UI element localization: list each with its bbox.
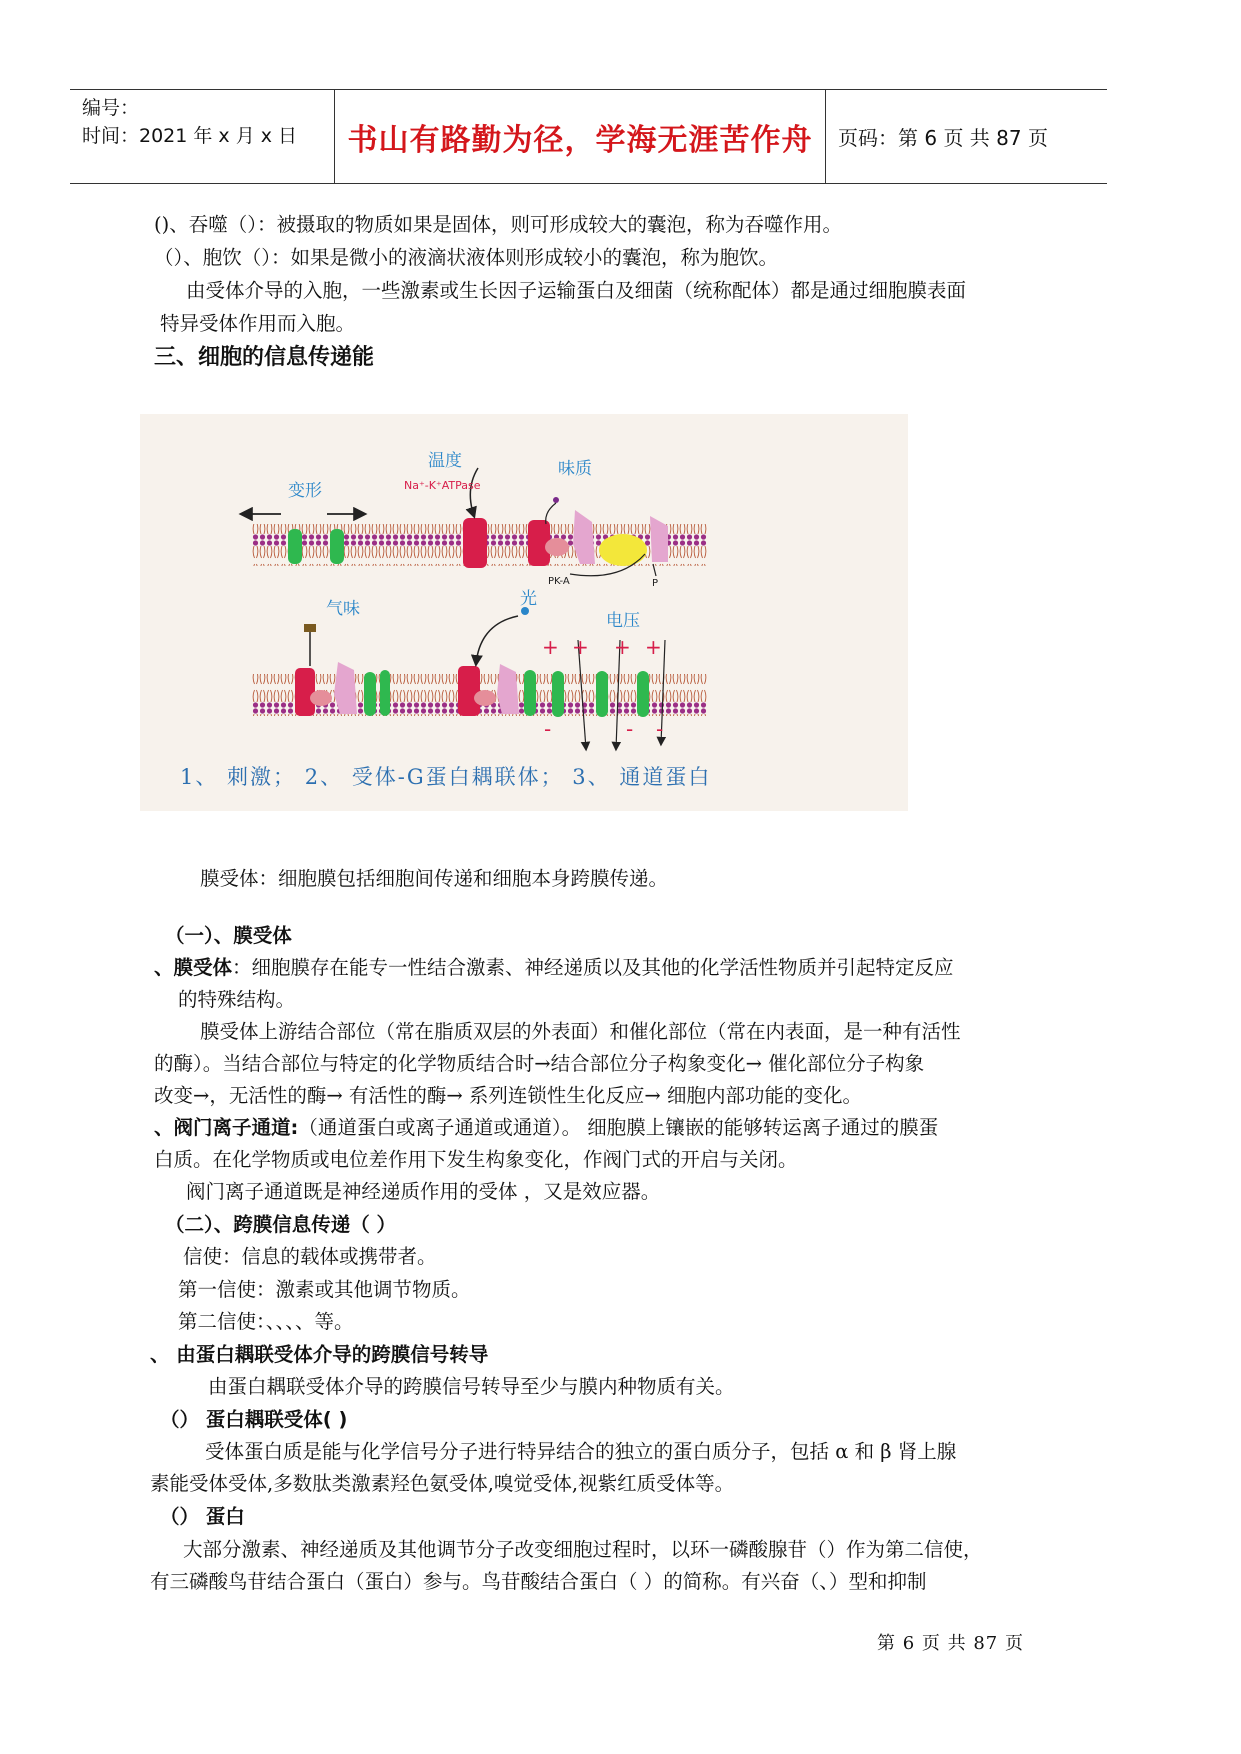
label-temperature: 温度 [428,451,462,471]
membrane-receptor-intro: 膜受体：细胞膜包括细胞间传递和细胞本身跨膜传递。 [200,867,669,890]
page-header [70,89,1107,184]
signal-transduction-figure [140,414,908,811]
svg-text:-: - [656,717,664,741]
time-line: 时间：2021 年 x 月 x 日 [82,125,298,147]
voltage-channel [542,635,665,749]
motto-text: 书山有路勤为径，学海无涯苦作舟 [347,122,813,158]
para-membrane-receptor-cont: 的特殊结构。 [178,988,296,1011]
heading-g-protein: （） 蛋白 [160,1505,245,1528]
label-deform: 变形 [288,481,322,501]
para-pinocytosis: （）、胞饮（）：如果是微小的液滴状液体则形成较小的囊泡，称为胞饮。 [154,246,779,269]
para-receptor-protein-1: 受体蛋白质是能与化学信号分子进行特异结合的独立的蛋白质分子，包括 α 和 β 肾上腺 [205,1440,957,1463]
second-messenger: 第二信使：、、、、等。 [178,1310,354,1333]
svg-text:+: + [614,635,631,659]
subheading-transmembrane: （二）、跨膜信息传递（ ） [165,1213,397,1236]
smell-receptor-complex [295,624,390,716]
label-p: P [652,578,659,589]
label-smell: 气味 [326,599,360,619]
heading-g-protein-receptor: （） 蛋白耦联受体( ) [160,1408,348,1431]
membrane-receptor-term: 、膜受体 [154,956,233,979]
para-receptor-protein-2: 素能受体受体,多数肽类激素羟色氨受体,嗅觉受体,视紫红质受体等。 [150,1472,735,1495]
figure-caption: 1、 刺激； 2、 受体-G蛋白耦联体； 3、 通道蛋白 [180,765,712,789]
number-label: 编号： [82,97,140,119]
para-valve-channel [154,1113,938,1143]
membrane-receptor-def: ：细胞膜存在能专一性结合激素、神经递质以及其他的化学活性物质并引起特定反应 [232,956,954,979]
para-valve-channel-role: 阀门离子通道既是神经递质作用的受体 ，又是效应器。 [186,1180,661,1203]
valve-channel-def: （通道蛋白或离子通道或通道）。 细胞膜上镶嵌的能够转运离子通过的膜蛋 [298,1116,939,1139]
para-g-protein-transduction: 由蛋白耦联受体介导的跨膜信号转导至少与膜内种物质有关。 [208,1375,735,1398]
first-messenger: 第一信使：激素或其他调节物质。 [178,1278,471,1301]
para-binding-sites-2: 的酶）。当结合部位与特定的化学物质结合时→结合部位分子构象变化→ 催化部位分子构象 [154,1052,925,1075]
label-pka: PK-A [548,576,570,587]
label-taste: 味质 [558,459,592,479]
para-binding-sites-3: 改变→，无活性的酶→ 有活性的酶→ 系列连锁性生化反应→ 细胞内部功能的变化。 [154,1084,862,1107]
section-heading-3: 三、细胞的信息传递能 [154,345,375,370]
label-voltage: 电压 [606,611,640,631]
messenger-def: 信使：信息的载体或携带者。 [183,1245,437,1268]
para-valve-channel-cont: 白质。在化学物质或电位差作用下发生构象变化，作阀门式的开启与关闭。 [154,1148,798,1171]
para-membrane-receptor [154,953,954,983]
label-atpase: Na⁺-K⁺ATPase [404,479,481,492]
svg-text:-: - [626,717,634,741]
para-binding-sites-1: 膜受体上游结合部位（常在脂质双层的外表面）和催化部位（常在内表面，是一种有活性 [200,1020,961,1043]
header-page-code: 页码：第 6 页 共 87 页 [838,126,1048,150]
figure-canvas [140,414,908,811]
para-receptor-endocytosis: 由受体介导的入胞，一些激素或生长因子运输蛋白及细菌（统称配体）都是通过细胞膜表面 [186,279,967,302]
svg-text:+: + [572,635,589,659]
subheading-membrane-receptor: （一）、膜受体 [165,924,292,947]
svg-text:-: - [544,717,552,741]
svg-text:+: + [645,635,662,659]
svg-text:+: + [542,635,559,659]
label-light: 光 [520,589,537,609]
header-motto [334,90,826,183]
valve-channel-term: 、阀门离子通道: [154,1116,299,1139]
para-phagocytosis: ()、吞噬（）：被摄取的物质如果是固体，则可形成较大的囊泡，称为吞噬作用。 [154,213,842,236]
para-g-protein-2: 有三磷酸鸟苷结合蛋白（蛋白）参与。鸟苷酸结合蛋白（ ）的简称。有兴奋（、）型和抑制 [150,1570,927,1593]
para-receptor-endocytosis-cont: 特异受体作用而入胞。 [160,312,356,335]
header-meta [70,90,334,183]
para-g-protein-1: 大部分激素、神经递质及其他调节分子改变细胞过程时，以环一磷酸腺苷（）作为第二信使， [183,1538,983,1561]
page-footer: 第 6 页 共 87 页 [877,1633,1024,1654]
heading-g-protein-transduction: 、 由蛋白耦联受体介导的跨膜信号转导 [150,1343,489,1366]
